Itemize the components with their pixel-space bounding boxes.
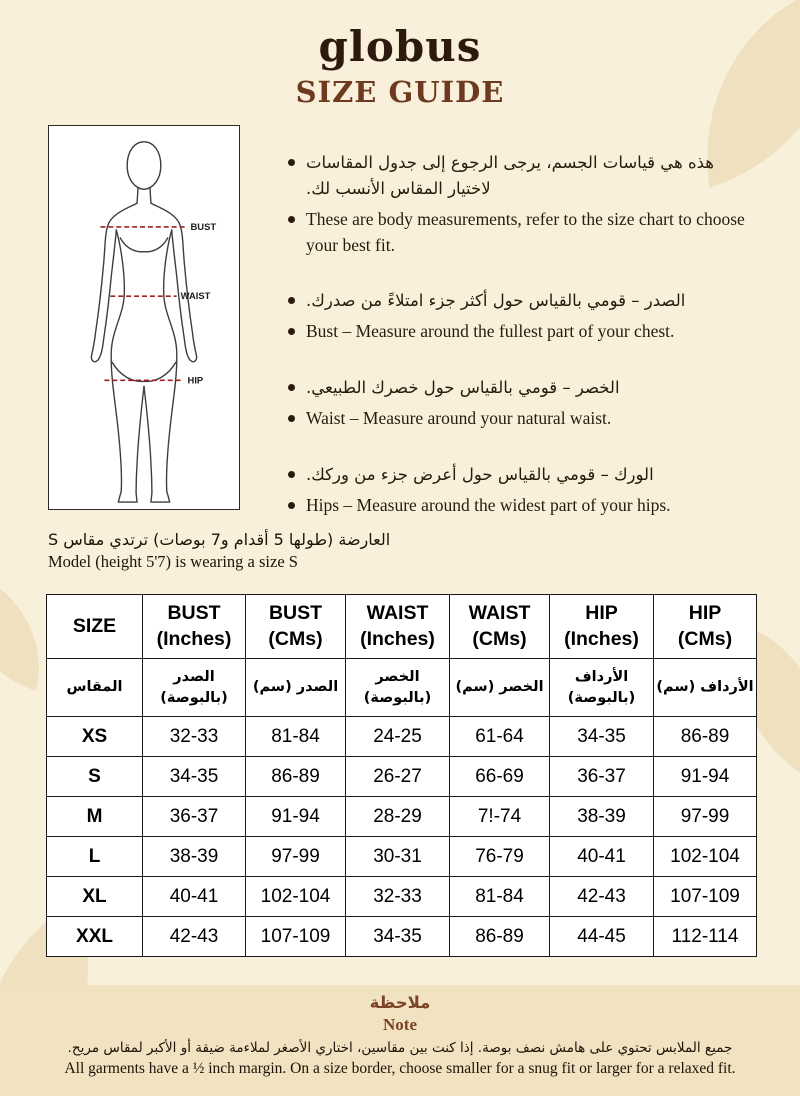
table-cell: 97-99 xyxy=(246,837,346,877)
col-header-size-ar: المقاس xyxy=(47,659,143,717)
col-header-size: SIZE xyxy=(47,595,143,659)
table-cell: 40-41 xyxy=(550,837,654,877)
table-cell: 112-114 xyxy=(654,917,757,957)
header xyxy=(0,22,800,109)
col-header-hip-in-ar: الأرداف (بالبوصة) xyxy=(550,659,654,717)
note-title-en: Note xyxy=(383,1015,417,1034)
table-row-xxl xyxy=(47,917,757,957)
bullet-icon xyxy=(288,297,295,304)
note-title-ar: ملاحظة xyxy=(369,993,431,1012)
instruction-text-ar: الصدر – قومي بالقياس حول أكثر جزء امتلاءً من صدرك. xyxy=(306,290,686,310)
size-cell: S xyxy=(47,757,143,797)
instruction-ar xyxy=(288,288,758,314)
table-row-m xyxy=(47,797,757,837)
table-cell: 30-31 xyxy=(346,837,450,877)
instruction-en xyxy=(288,319,758,344)
instruction-en xyxy=(288,406,758,431)
size-cell: XS xyxy=(47,717,143,757)
note-body-en: All garments have a ½ inch margin. On a size border, choose smaller for a snug fit or larger for a relaxed fit. xyxy=(64,1060,736,1077)
measurement-diagram xyxy=(48,125,240,510)
instruction-group-waist xyxy=(288,375,758,432)
table-row-s xyxy=(47,757,757,797)
size-cell: XL xyxy=(47,877,143,917)
table-cell: 61-64 xyxy=(450,717,550,757)
table-cell: 36-37 xyxy=(550,757,654,797)
instruction-group-general xyxy=(288,150,758,258)
table-cell: 107-109 xyxy=(654,877,757,917)
col-header-bust-in-ar: الصدر (بالبوصة) xyxy=(143,659,246,717)
instruction-ar xyxy=(288,462,758,488)
model-note-ar: العارضة (طولها 5 أقدام و7 بوصات) ترتدي مقاس S xyxy=(48,530,391,549)
waist-label: WAIST xyxy=(180,290,211,302)
instruction-text-ar: الخصر – قومي بالقياس حول خصرك الطبيعي. xyxy=(306,377,620,397)
table-cell: 91-94 xyxy=(246,797,346,837)
table-cell: 24-25 xyxy=(346,717,450,757)
note-body-ar: جميع الملابس تحتوي على هامش نصف بوصة. إذا كنت بين مقاسين، اختاري الأصغر لملاءمة ضيقة أو الأكبر لمقاس مريح. xyxy=(67,1040,733,1056)
size-cell: XXL xyxy=(47,917,143,957)
table-row-xs xyxy=(47,717,757,757)
instruction-text-ar: الورك – قومي بالقياس حول أعرض جزء من وركك. xyxy=(306,464,654,484)
page-title: SIZE GUIDE xyxy=(295,75,505,109)
size-cell: L xyxy=(47,837,143,877)
note-band xyxy=(0,985,800,1096)
table-cell: 32-33 xyxy=(346,877,450,917)
col-header-waist-in: WAIST (Inches) xyxy=(346,595,450,659)
table-cell: 76-79 xyxy=(450,837,550,877)
instruction-text-en: These are body measurements, refer to the size chart to choose your best fit. xyxy=(306,209,745,255)
table-cell: 42-43 xyxy=(550,877,654,917)
instruction-text-ar: هذه هي قياسات الجسم، يرجى الرجوع إلى جدول المقاسات لاختيار المقاس الأنسب لك. xyxy=(306,153,715,198)
table-cell: 40-41 xyxy=(143,877,246,917)
instruction-en xyxy=(288,207,758,258)
bullet-icon xyxy=(288,415,295,422)
hip-label: HIP xyxy=(187,374,204,386)
table-cell: 26-27 xyxy=(346,757,450,797)
col-header-bust-cm: BUST (CMs) xyxy=(246,595,346,659)
bullet-icon xyxy=(288,159,295,166)
bullet-icon xyxy=(288,384,295,391)
bullet-icon xyxy=(288,216,295,223)
col-header-hip-in: HIP (Inches) xyxy=(550,595,654,659)
col-header-waist-in-ar: الخصر (بالبوصة) xyxy=(346,659,450,717)
instruction-en xyxy=(288,493,758,518)
col-header-bust-cm-ar: الصدر (سم) xyxy=(246,659,346,717)
table-cell: 34-35 xyxy=(550,717,654,757)
table-cell: 34-35 xyxy=(346,917,450,957)
instruction-text-en: Bust – Measure around the fullest part of your chest. xyxy=(306,321,675,342)
table-cell: 81-84 xyxy=(450,877,550,917)
col-header-hip-cm: HIP (CMs) xyxy=(654,595,757,659)
instruction-ar xyxy=(288,150,758,201)
bullet-icon xyxy=(288,328,295,335)
table-row-l xyxy=(47,837,757,877)
table-cell: 38-39 xyxy=(550,797,654,837)
table-cell: 81-84 xyxy=(246,717,346,757)
col-header-waist-cm: WAIST (CMs) xyxy=(450,595,550,659)
header-row-en xyxy=(47,595,757,659)
table-cell: 44-45 xyxy=(550,917,654,957)
table-cell: 86-89 xyxy=(654,717,757,757)
body-figure-icon xyxy=(49,126,239,509)
instruction-group-hip xyxy=(288,462,758,519)
bust-label: BUST xyxy=(190,220,217,232)
table-cell: 102-104 xyxy=(654,837,757,877)
col-header-hip-cm-ar: الأرداف (سم) xyxy=(654,659,757,717)
table-cell: 107-109 xyxy=(246,917,346,957)
table-cell: 42-43 xyxy=(143,917,246,957)
brand-logo: globus xyxy=(318,22,482,71)
table-cell: 28-29 xyxy=(346,797,450,837)
model-note-en: Model (height 5'7) is wearing a size S xyxy=(48,552,298,571)
size-cell: M xyxy=(47,797,143,837)
instruction-ar xyxy=(288,375,758,401)
col-header-waist-cm-ar: الخصر (سم) xyxy=(450,659,550,717)
table-cell: 86-89 xyxy=(450,917,550,957)
instruction-group-bust xyxy=(288,288,758,345)
table-cell: 97-99 xyxy=(654,797,757,837)
col-header-bust-in: BUST (Inches) xyxy=(143,595,246,659)
instruction-text-en: Hips – Measure around the widest part of your hips. xyxy=(306,495,671,516)
table-row-xl xyxy=(47,877,757,917)
table-cell: 38-39 xyxy=(143,837,246,877)
table-cell: 66-69 xyxy=(450,757,550,797)
bullet-icon xyxy=(288,471,295,478)
instructions-list xyxy=(288,150,758,549)
table-cell: 7!-74 xyxy=(450,797,550,837)
table-cell: 91-94 xyxy=(654,757,757,797)
size-chart-table xyxy=(46,594,757,957)
model-note xyxy=(48,530,390,572)
table-cell: 86-89 xyxy=(246,757,346,797)
table-cell: 36-37 xyxy=(143,797,246,837)
bullet-icon xyxy=(288,502,295,509)
instruction-text-en: Waist – Measure around your natural waist. xyxy=(306,408,612,429)
table-cell: 102-104 xyxy=(246,877,346,917)
table-cell: 34-35 xyxy=(143,757,246,797)
header-row-ar xyxy=(47,659,757,717)
table-cell: 32-33 xyxy=(143,717,246,757)
